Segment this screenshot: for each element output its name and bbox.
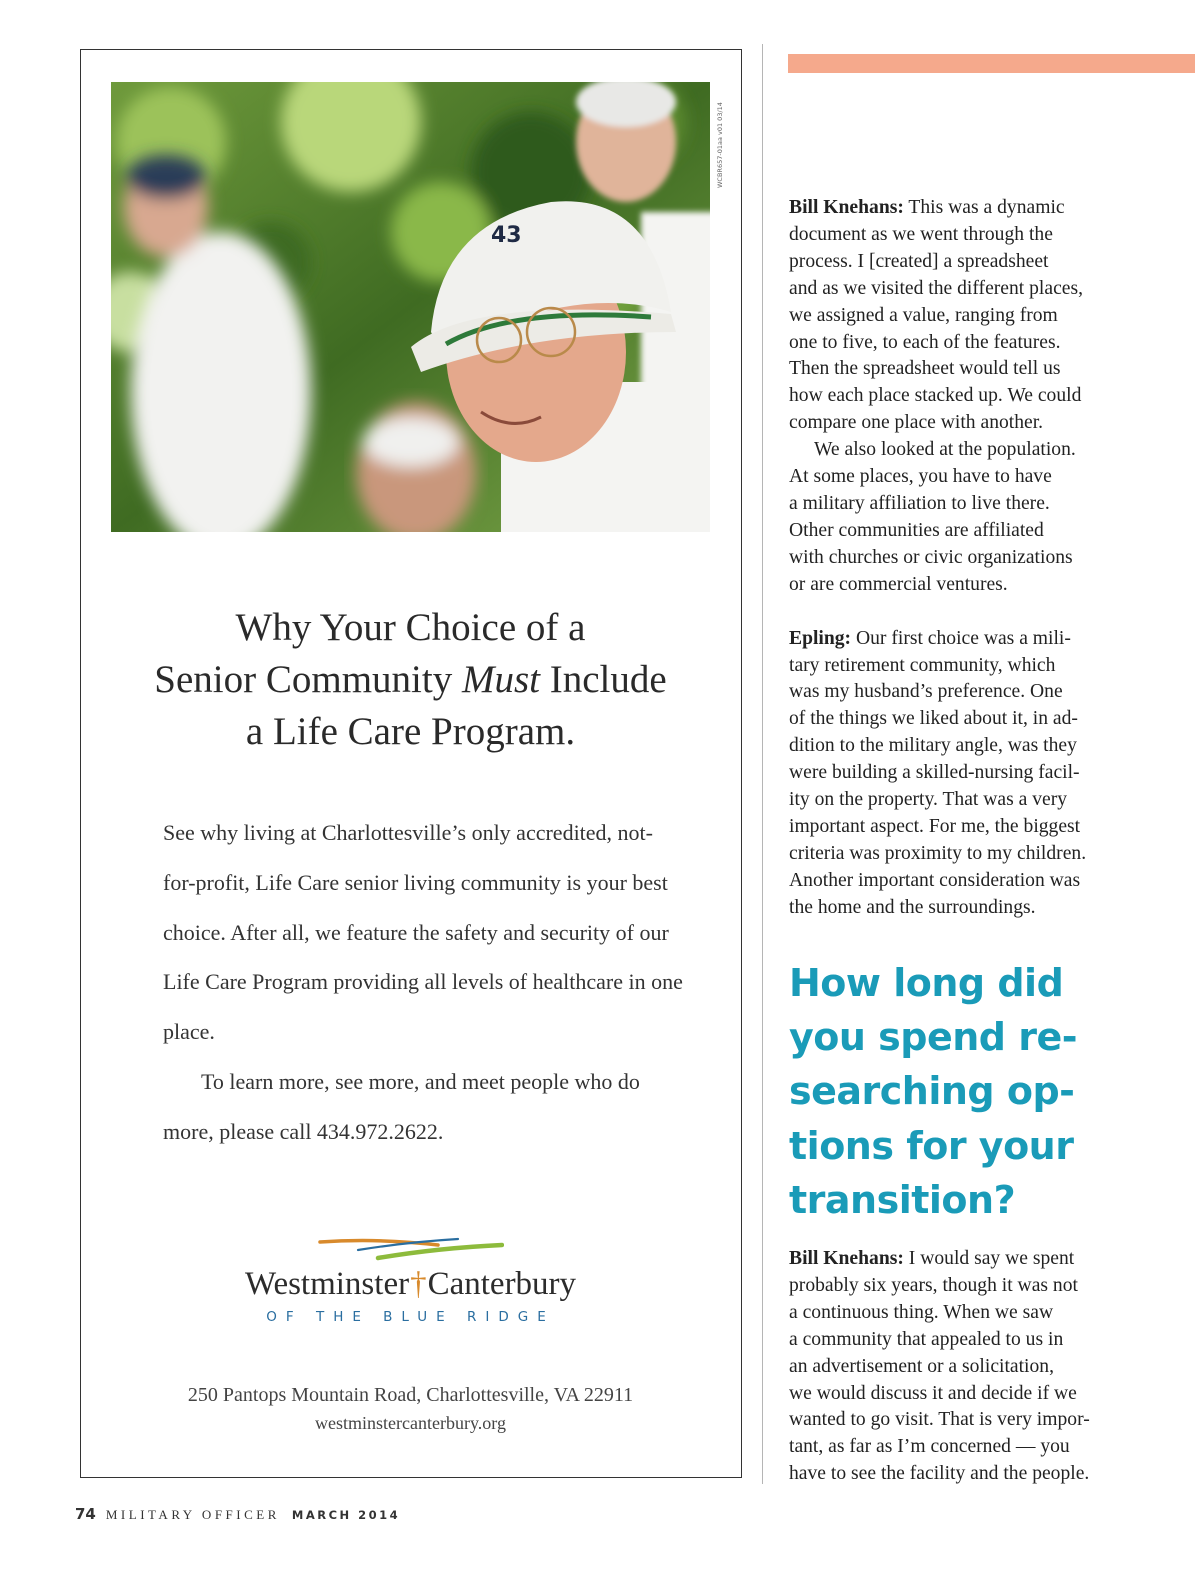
ad-code-label: WCBR657-01aa v01 03/14 — [716, 102, 724, 188]
article-line: an advertisement or a solicitation, — [789, 1355, 1054, 1377]
article-line: Other communities are affiliated — [789, 519, 1044, 541]
question-line: you spend re- — [789, 1015, 1078, 1060]
article-line: document as we went through the — [789, 223, 1053, 245]
ad-body — [163, 808, 683, 1157]
accent-bar — [788, 54, 1195, 73]
page-number: 74 — [75, 1505, 96, 1523]
article-line: a continuous thing. When we saw — [789, 1301, 1054, 1323]
ad-address: 250 Pantops Mountain Road, Charlottesville, VA 22911 — [187, 1384, 634, 1406]
article-line: We also looked at the population. — [814, 439, 1076, 461]
article-line: or are commercial ventures. — [789, 573, 1008, 595]
article-line: we assigned a value, ranging from — [789, 304, 1058, 326]
article-line: a military affiliation to live there. — [789, 492, 1050, 514]
ad-headline-line3: a Life Care Program. — [245, 710, 576, 753]
article-line: have to see the facility and the people. — [789, 1463, 1090, 1485]
question-line: transition? — [789, 1177, 1016, 1222]
article-line: At some places, you have to have — [789, 466, 1052, 488]
article-line: process. I [created] a spreadsheet — [789, 250, 1049, 272]
article-line: ity on the property. That was a very — [789, 789, 1068, 811]
article-line: important aspect. For me, the biggest — [789, 815, 1081, 837]
ad-website: westminstercanterbury.org — [315, 1413, 506, 1433]
ad-photo — [111, 82, 710, 532]
article-line: wanted to go visit. That is very impor- — [789, 1409, 1090, 1431]
logo-wordmark — [190, 1266, 631, 1303]
article-line: we would discuss it and decide if we — [789, 1382, 1077, 1404]
svg-text:43: 43 — [491, 223, 522, 248]
logo-subtitle: OF THE BLUE RIDGE — [266, 1309, 555, 1325]
logo-name-right: Canterbury — [427, 1266, 577, 1302]
question-line: searching op- — [789, 1069, 1075, 1114]
ad-headline-line2-pre: Senior Community — [154, 658, 462, 701]
speaker-name: Bill Knehans: — [789, 197, 904, 218]
issue-date: MARCH 2014 — [291, 1508, 401, 1522]
ad-headline-line1: Why Your Choice of a — [235, 606, 586, 649]
question-line: tions for your — [789, 1123, 1074, 1168]
article-answer — [789, 1246, 1134, 1488]
article-line: how each place stacked up. We could — [789, 385, 1082, 407]
page-footer — [75, 1505, 400, 1524]
article-line: Epling: Our first choice was a mili- — [789, 627, 1071, 649]
article-line: one to five, to each of the features. — [789, 331, 1061, 353]
photo-seniors-outdoors-icon — [111, 82, 710, 532]
logo-name-left: Westminster — [244, 1266, 410, 1302]
article-line: and as we visited the different places, — [789, 277, 1083, 299]
ad-headline-line2-post: Include — [539, 658, 667, 701]
article-line: a community that appealed to us in — [789, 1328, 1064, 1350]
ad-headline-emphasis: Must — [461, 658, 540, 701]
article-line: probably six years, though it was not — [789, 1274, 1078, 1296]
speaker-name: Epling: — [789, 627, 852, 649]
article-line: dition to the military angle, was they — [789, 735, 1077, 757]
logo-cross-icon: † — [410, 1266, 427, 1302]
article-line: the home and the surroundings. — [789, 896, 1036, 918]
article-line: tant, as far as I’m concerned — you — [789, 1436, 1070, 1458]
article-line: compare one place with another. — [789, 412, 1044, 434]
article-line: criteria was proximity to my children. — [789, 842, 1087, 864]
article-text — [789, 195, 1134, 922]
article-line: Then the spreadsheet would tell us — [789, 358, 1061, 380]
article-line: of the things we liked about it, in ad- — [789, 708, 1078, 730]
paragraph-gap — [789, 599, 1134, 626]
speaker-name: Bill Knehans: — [789, 1248, 904, 1269]
article-line: Bill Knehans: This was a dynamic — [789, 197, 1065, 218]
article-line: Bill Knehans: I would say we spent — [789, 1248, 1075, 1269]
ad-headline — [111, 602, 710, 758]
question-line: How long did — [789, 961, 1064, 1005]
article-line: with churches or civic organizations — [789, 546, 1073, 568]
ad-body-paragraph-1: See why living at Charlottesville’s only accredited, not-for-profit, Life Care senior living community is your best choice. After all, we feature the safety and security of our Life Care Program providing all levels of healthcare in one place. — [163, 820, 683, 1045]
logo-swoosh-icon — [318, 1236, 504, 1262]
pull-question — [789, 956, 1189, 1227]
magazine-name: MILITARY OFFICER — [105, 1507, 280, 1522]
article-line: Another important consideration was — [789, 869, 1081, 891]
article-line: tary retirement community, which — [789, 654, 1056, 676]
ad-body-paragraph-2: To learn more, see more, and meet people who do more, please call 434.972.2622. — [163, 1068, 640, 1144]
article-line: were building a skilled-nursing facil- — [789, 762, 1080, 784]
column-divider — [762, 44, 763, 1484]
article-line: was my husband’s preference. One — [789, 681, 1063, 703]
